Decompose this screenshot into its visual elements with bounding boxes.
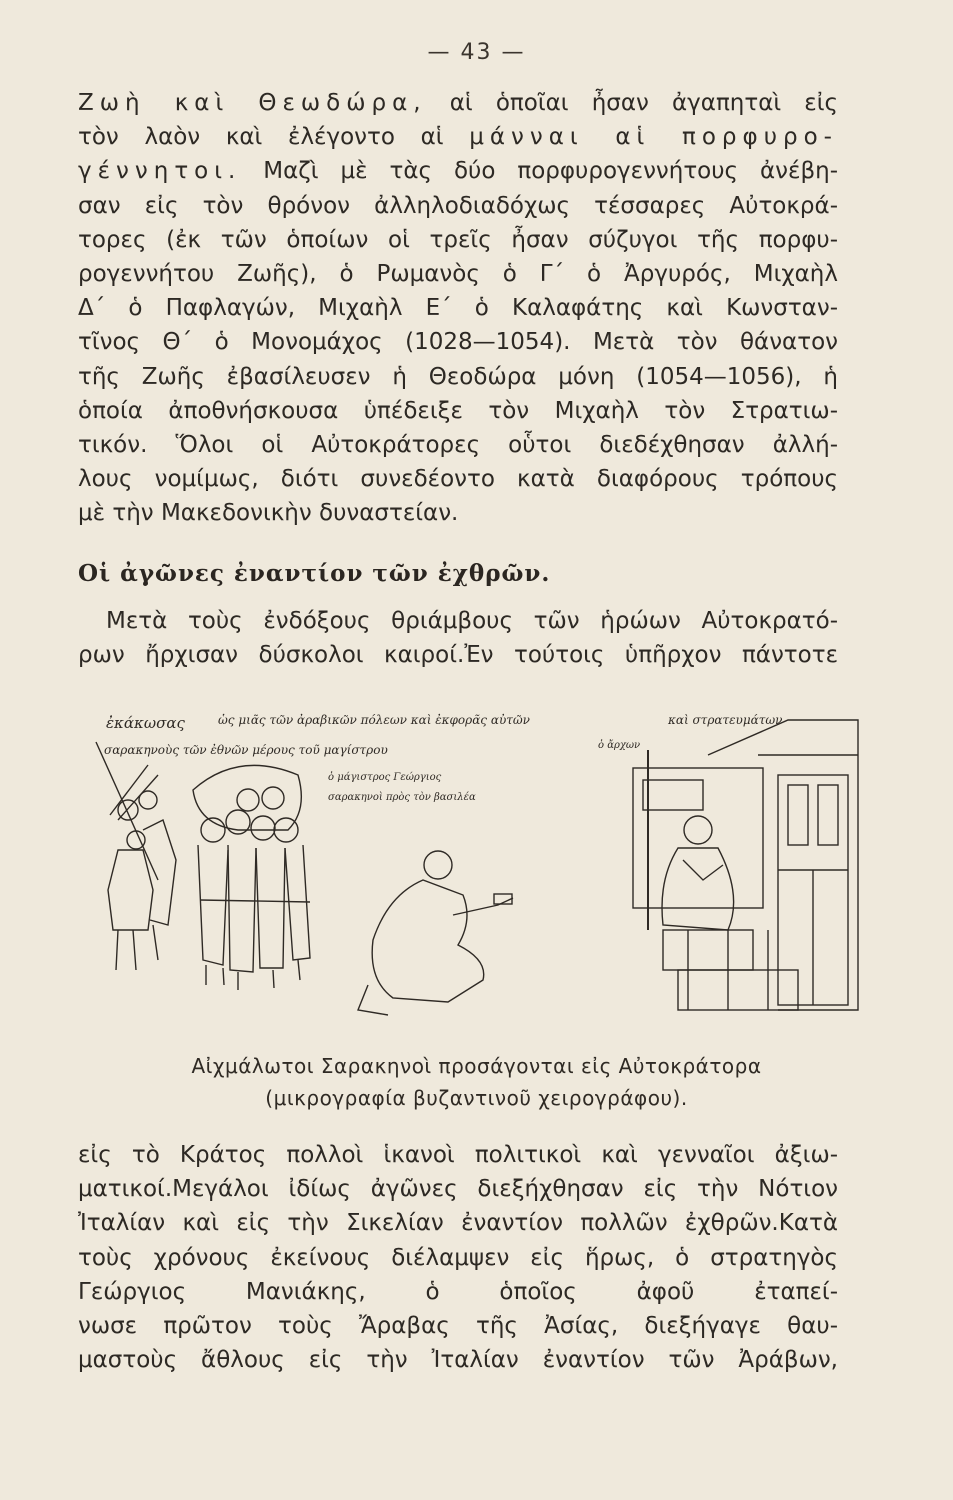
emperor-throne [633,768,798,1010]
figure-caption: Αἰχμάλωτοι Σαρακηνοὶ προσάγονται εἰς Αὐτοκράτορα [191,1054,762,1078]
paragraph-1 [78,86,838,531]
text-line: ρων ἤρχισαν δύσκολοι καιροί.Ἐν τούτοις ὑπῆρχον πάντοτε [78,642,838,669]
text-line: τορες (ἐκ τῶν ὁποίων οἱ τρεῖς ἦσαν σύζυγοι τῆς πορφυ- [78,226,838,253]
text-line: μὲ τὴν Μακεδονικὴν δυναστείαν. [78,500,459,527]
text-line: τῆς Ζωῆς ἐβασίλευσεν ἡ Θεοδώρα μόνη (1054—1056), ἡ [78,363,838,390]
text-line [78,86,838,120]
soldiers-figure [108,791,176,970]
text-line: νωσε πρῶτον τοὺς Ἄραβας τῆς Ἀσίας, διεξήγαγε θαυ- [78,1313,838,1340]
manuscript-text: ὁ μάγιστρος Γεώργιος [328,772,442,783]
text-line: σαν εἰς τὸν θρόνον ἀλληλοδιαδόχως τέσσαρες Αὐτοκρά- [78,192,838,219]
text-line [78,120,838,154]
text-line: τικόν. Ὅλοι οἱ Αὐτοκράτορες οὗτοι διεδέχθησαν ἀλλή- [78,432,838,459]
section-heading: Οἱ ἀγῶνες ἐναντίον τῶν ἐχθρῶν. [78,560,551,587]
text-line: Μετὰ τοὺς ἐνδόξους θριάμβους τῶν ἡρώων Αὐτοκρατό- [106,608,838,634]
figure-caption-source: (μικρογραφία βυζαντινοῦ χειρογράφου). [265,1086,688,1110]
building [708,720,858,1010]
text-line: ὁποία ἀποθνήσκουσα ὑπέδειξε τὸν Μιχαὴλ τὸν Στρατιω- [78,397,838,424]
text-line: τῖνος Θ΄ ὁ Μονομάχος (1028—1054). Μετὰ τὸν θάνατον [78,329,838,356]
text-line: Δ΄ ὁ Παφλαγών, Μιχαὴλ Ε΄ ὁ Καλαφάτης καὶ Κωνσταν- [78,295,838,322]
text-line: ρογεννήτου Ζωῆς), ὁ Ρωμανὸς ὁ Γ΄ ὁ Ἀργυρός, Μιχαὴλ [78,261,838,288]
miniature-drawing [88,680,868,1040]
text-line: εἰς τὸ Κράτος πολλοὶ ἱκανοὶ πολιτικοὶ καὶ γενναῖοι ἀξιω- [78,1142,838,1168]
paragraph-2 [78,604,838,672]
manuscript-miniature [88,680,868,1040]
text-line [78,154,838,188]
text-segment: τὸν λαὸν καὶ ἐλέγοντο αἱ [78,124,444,151]
page-number: — 43 — [427,40,526,65]
manuscript-text: ὡς μιᾶς τῶν ἀραβικῶν πόλεων καὶ ἐκφορᾶς αὐτῶν [218,713,530,727]
text-line: τοὺς χρόνους ἐκείνους διέλαμψεν εἰς ἥρως, ὁ στρατηγὸς [78,1244,838,1271]
paragraph-3 [78,1138,838,1377]
manuscript-text: σαρακηνοὺς τῶν ἐθνῶν μέρους τοῦ μαγίστρου [104,743,388,757]
text-line: Ἰταλίαν καὶ εἰς τὴν Σικελίαν ἐναντίον πολλῶν ἐχθρῶν.Κατὰ [78,1210,838,1237]
manuscript-text: ἐκάκωσας [106,714,185,732]
kneeling-figure [358,851,513,1015]
spaced-name: γέννητοι. [78,158,242,185]
captives-figure [193,765,310,990]
text-line: μαστοὺς ἄθλους εἰς τὴν Ἰταλίαν ἐναντίον τῶν Ἀράβων, [78,1347,838,1374]
manuscript-text: καὶ στρατευμάτων [668,713,783,727]
manuscript-text: ὁ ἄρχων [598,740,641,751]
text-segment: αἱ ὁποῖαι ἦσαν ἀγαπηταὶ εἰς [449,90,839,116]
text-line: λους νομίμως, διότι συνεδέοντο κατὰ διαφόρους τρόπους [78,466,838,493]
text-line: ματικοί.Μεγάλοι ἰδίως ἀγῶνες διεξήχθησαν εἰς τὴν Νότιον [78,1176,838,1203]
text-line: Γεώργιος Μανιάκης, ὁ ὁποῖος ἀφοῦ ἐταπεί- [78,1278,838,1305]
spaced-name: Ζωὴ καὶ Θεωδώρα, [78,90,427,116]
manuscript-text: σαρακηνοὶ πρὸς τὸν βασιλέα [328,792,476,803]
spaced-name: μάνναι αἱ πορφυρο- [469,124,838,151]
text-segment: Μαζὶ μὲ τὰς δύο πορφυρογεννήτους ἀνέβη- [263,158,838,185]
